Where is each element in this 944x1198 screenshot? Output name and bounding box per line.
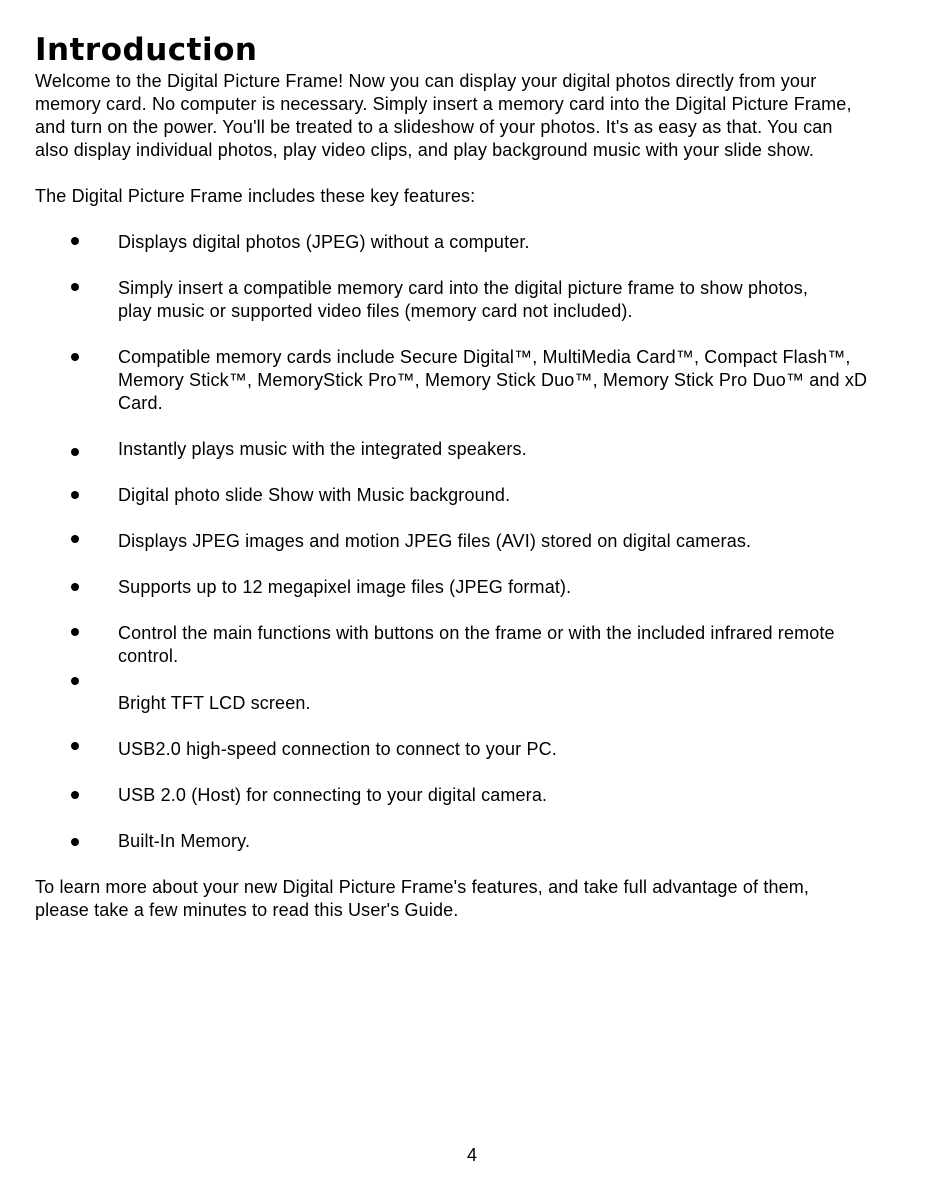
features-intro: The Digital Picture Frame includes these key features: (35, 186, 476, 206)
feature-line: USB2.0 high-speed connection to connect to your PC. (118, 739, 557, 759)
feature-text (118, 277, 808, 323)
feature-line: USB 2.0 (Host) for connecting to your digital camera. (118, 785, 548, 805)
feature-text (118, 576, 571, 599)
feature-line: Control the main functions with buttons on the frame or with the included infrared remote (118, 623, 835, 643)
feature-line: Memory Stick™, MemoryStick Pro™, Memory Stick Duo™, Memory Stick Pro Duo™ and xD (118, 370, 868, 390)
intro-line: also display individual photos, play video clips, and play background music with your slide show. (35, 140, 814, 160)
bullet-icon (71, 448, 79, 456)
intro-line: Welcome to the Digital Picture Frame! Now you can display your digital photos directly from your (35, 71, 817, 91)
bullet-icon (71, 838, 79, 846)
feature-text (118, 622, 835, 668)
feature-text (118, 692, 311, 715)
closing-line: To learn more about your new Digital Picture Frame's features, and take full advantage of them, (35, 877, 810, 897)
bullet-icon (71, 742, 79, 750)
feature-text (118, 530, 751, 553)
feature-text (118, 784, 547, 807)
feature-text (118, 438, 527, 461)
bullet-icon (71, 491, 79, 499)
feature-text (118, 830, 250, 853)
page-title: Introduction (35, 32, 258, 68)
intro-line: memory card. No computer is necessary. Simply insert a memory card into the Digital Picture Frame, (35, 94, 852, 114)
bullet-icon (71, 677, 79, 685)
bullet-icon (71, 283, 79, 291)
feature-line: Displays digital photos (JPEG) without a computer. (118, 232, 530, 252)
bullet-icon (71, 628, 79, 636)
feature-line: play music or supported video files (memory card not included). (118, 301, 633, 321)
feature-line: Instantly plays music with the integrated speakers. (118, 439, 527, 459)
page-number: 4 (466, 1145, 477, 1165)
feature-line: Compatible memory cards include Secure Digital™, MultiMedia Card™, Compact Flash™, (118, 347, 851, 367)
intro-paragraph (35, 70, 852, 162)
feature-line: Simply insert a compatible memory card into the digital picture frame to show photos, (118, 278, 809, 298)
feature-line: Supports up to 12 megapixel image files (JPEG format). (118, 577, 572, 597)
feature-text (118, 231, 530, 254)
closing-line: please take a few minutes to read this User's Guide. (35, 900, 459, 920)
intro-line: and turn on the power. You'll be treated to a slideshow of your photos. It's as easy as that. You can (35, 117, 833, 137)
bullet-icon (71, 353, 79, 361)
closing-paragraph (35, 876, 809, 922)
bullet-icon (71, 535, 79, 543)
feature-text (118, 484, 510, 507)
feature-text (118, 346, 867, 415)
feature-text (118, 738, 557, 761)
feature-line: Digital photo slide Show with Music background. (118, 485, 511, 505)
feature-line: control. (118, 646, 179, 666)
feature-line: Built-In Memory. (118, 831, 251, 851)
feature-line: Displays JPEG images and motion JPEG files (AVI) stored on digital cameras. (118, 531, 752, 551)
bullet-icon (71, 237, 79, 245)
feature-line: Bright TFT LCD screen. (118, 693, 311, 713)
bullet-icon (71, 791, 79, 799)
bullet-icon (71, 583, 79, 591)
feature-line: Card. (118, 393, 163, 413)
